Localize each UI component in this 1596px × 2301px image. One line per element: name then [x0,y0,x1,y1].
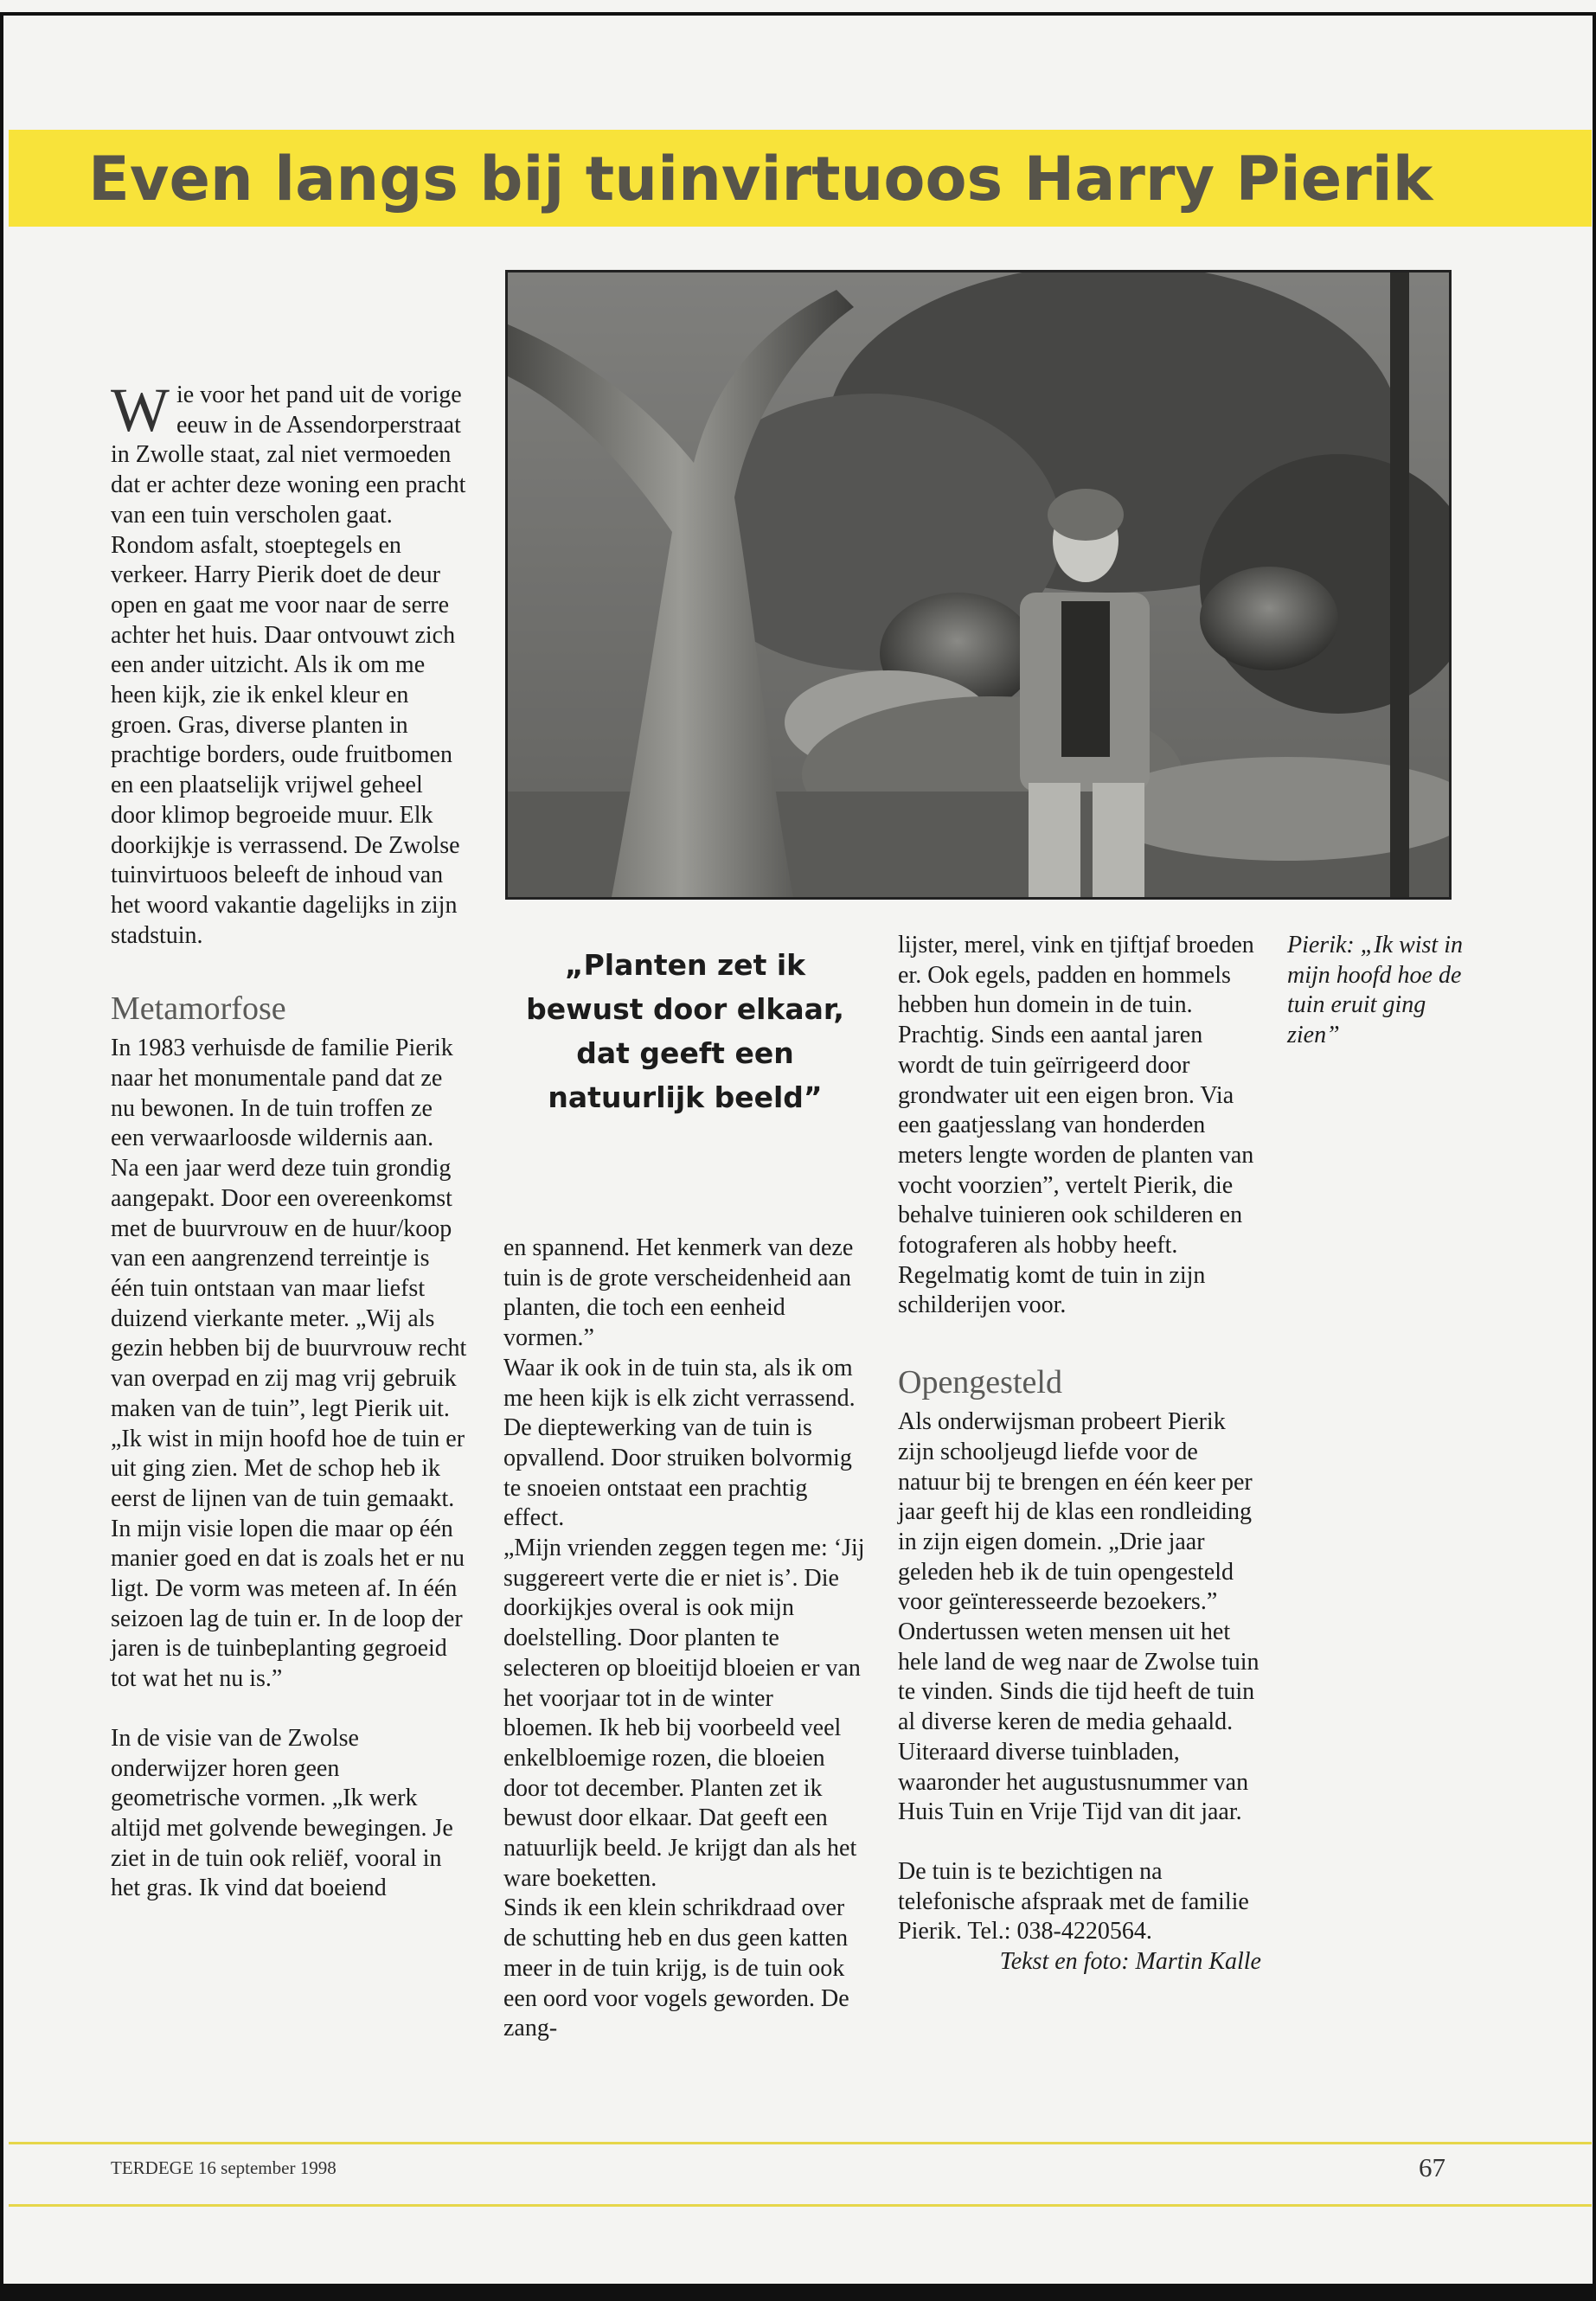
column-2 [503,1234,867,2044]
garden-photo [505,270,1452,900]
paragraph-visie: In de visie van de Zwolse onderwijzer horen geen geometrische vormen. „Ik werk altijd met golvende bewegingen. Je ziet in de tuin ook reliëf, vooral in het gras. Ik vind dat boeiend [111,1724,453,1902]
bottom-border [0,2284,1596,2301]
top-border [0,12,1596,16]
intro-text: ie voor het pand uit de vorige eeuw in de Assendorperstraat in Zwolle staat, zal niet vermoeden dat er achter deze woning een pracht van een tuin verscholen gaat. Rondom asfalt, stoeptegels en verkeer. Harry Pierik doet de deur open en gaat me voor naar de serre achter het huis. Daar ontvouwt zich een ander uitzicht. Als ik om me heen kijk, zie ik enkel kleur en groen. Gras, diverse planten in prachtige borders, oude fruitbomen en een plaatselijk vrijwel geheel door klimop begroeide muur. Elk doorkijkje is verrassend. De Zwolse tuinvirtuoos beleeft de inhoud van het woord vakantie dagelijks in zijn stadstuin. [111,381,466,949]
right-border [1593,12,1596,2296]
pull-quote: „Planten zet ik bewust door elkaar, dat geeft een natuurlijk beeld” [526,948,844,1114]
intro-paragraph [111,375,467,951]
page-number: 67 [1419,2152,1445,2182]
photo-caption: Pierik: „Ik wist in mijn hoofd hoe de tuin eruit ging zien” [1287,932,1463,1049]
column-1 [111,375,467,1904]
paragraph-col2-3: „Mijn vrienden zeggen tegen me: ‘Jij suggereert verte die er niet is’. Die doorkijkjes overal is ook mijn doelstelling. Door planten te selecteren op bloeitijd bloeien er van het voorjaar tot in de winter bloemen. Ik heb bij voorbeeld veel enkelbloemige rozen, die bloeien door tot december. Planten zet ik bewust door elkaar. Dat geeft een natuurlijk beeld. Je krijgt dan als het ware boeketten. [503,1535,865,1892]
publication-info: TERDEGE 16 september 1998 [111,2157,337,2178]
drop-cap: W [111,375,170,445]
footer-rule-top [9,2142,1592,2144]
title-banner [9,130,1592,227]
garden-photo-illustration [508,272,1449,897]
column-3 [898,931,1261,1977]
paragraph-col2-1: en spannend. Het kenmerk van deze tuin is de grote verscheidenheid aan planten, die toch een eenheid vormen.” [503,1234,854,1352]
paragraph-col2-2: Waar ik ook in de tuin sta, als ik om me heen kijk is elk zicht verrassend. De dieptewerking van de tuin is opvallend. Door struiken bolvormig te snoeien ontstaat een prachtig effect. [503,1354,856,1532]
photo-credit: Tekst en foto: Martin Kalle [999,1948,1261,1976]
footer-rule-bottom [9,2204,1592,2207]
paragraph-metamorfose: In 1983 verhuisde de familie Pierik naar het monumentale pand dat ze nu bewonen. In de tuin troffen ze een verwaarloosde wildernis aan. Na een jaar werd deze tuin grondig aangepakt. Door een overeenkomst met de buurvrouw en de huur/koop van een aangrenzend terreintje is één tuin ontstaan van maar liefst duizend vierkante meter. „Wij als gezin hebben bij de buurvrouw recht van overpad en zij mag vrij gebruik maken van de tuin”, legt Pierik uit. „Ik wist in mijn hoofd hoe de tuin er uit ging zien. Met de schop heb ik eerst de lijnen van de tuin gemaakt. In mijn visie lopen die maar op één manier goed en dat is zoals het er nu ligt. De vorm was meteen af. In één seizoen lag de tuin er. In de loop der jaren is de tuinbeplanting gegroeid tot wat het nu is.” [111,1035,467,1693]
paragraph-bezichtigen: De tuin is te bezichtigen na telefonische afspraak met de familie Pierik. Tel.: 038-4220564. [898,1857,1249,1945]
subhead-metamorfose: Metamorfose [111,990,286,1028]
paragraph-col3-1: lijster, merel, vink en tjiftjaf broeden er. Ook egels, padden en hommels hebben hun domein in de tuin. Prachtig. Sinds een aantal jaren wordt de tuin geïrrigeerd door grondwater uit een eigen bron. Via een gaatjesslang van honderden meters lengte worden de planten van vocht voorzien”, vertelt Pierik, die behalve tuinieren ook schilderen en fotograferen als hobby heeft. Regelmatig komt de tuin in zijn schilderijen voor. [898,932,1254,1319]
article-title: Even langs bij tuinvirtuoos Harry Pierik [88,144,1433,215]
paragraph-opengesteld: Als onderwijsman probeert Pierik zijn schooljeugd liefde voor de natuur bij te brengen en één keer per jaar geeft hij de klas een rondleiding in zijn eigen domein. „Drie jaar geleden heb ik de tuin opengesteld voor geïnteresseerde bezoekers.” Ondertussen weten mensen uit het hele land de weg naar de Zwolse tuin te vinden. Sinds die tijd heeft de tuin al diverse keren de media gehaald. Uiteraard diverse tuinbladen, waaronder het augustusnummer van Huis Tuin en Vrije Tijd van dit jaar. [898,1408,1259,1826]
left-border [0,12,3,2296]
paragraph-col2-4: Sinds ik een klein schrikdraad over de schutting heb en dus geen katten meer in de tuin krijg, is de tuin ook een oord voor vogels geworden. De zang- [503,1894,849,2042]
subhead-opengesteld: Opengesteld [898,1364,1062,1401]
